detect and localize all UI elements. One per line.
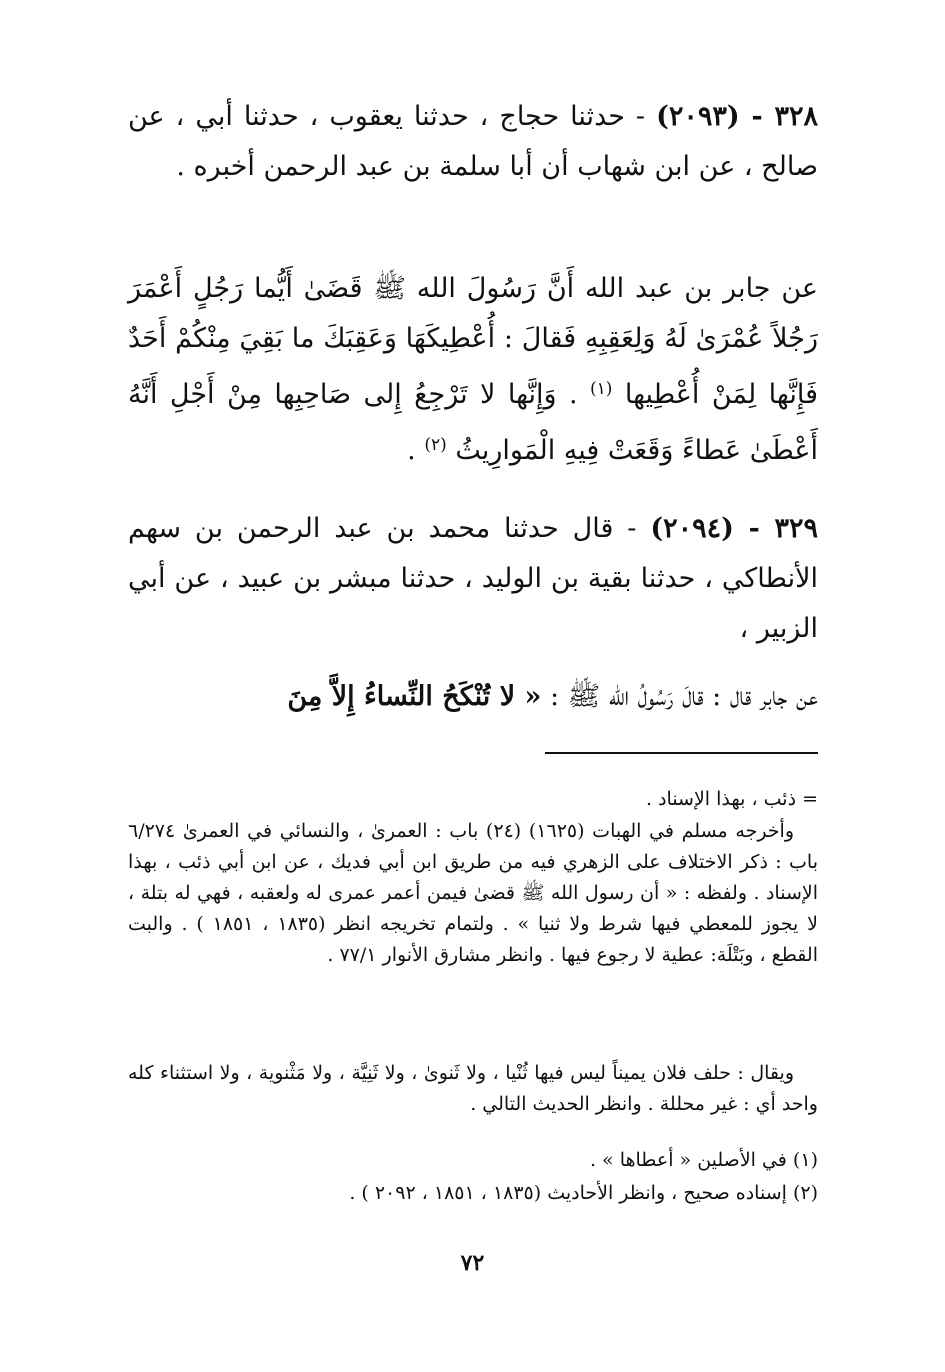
- hadith-328-matn-end: .: [407, 435, 416, 466]
- hadith-328-matn-start: عن جابر بن عبد الله أَنَّ رَسُولَ الله ﷺ قَضَىٰ أَيُّما رَجُلٍ أَعْمَرَ رَجُلاً عُمْرَىٰ لَهُ وَلِعَقِبِهِ فَقالَ : أُعْطِيكَهَا وَعَقِبَكَ ما بَقِيَ مِنْكُمْ أَحَدٌ فَإِنَّها لِمَنْ أُعْطِيها: [128, 273, 818, 410]
- footnote-marker-1: (١): [590, 379, 613, 399]
- hadith-329-isnad: - قال حدثنا محمد بن عبد الرحمن بن سهم الأنطاكي ، حدثنا بقية بن الوليد ، حدثنا مبشر بن عبيد ، عن أبي الزبير ،: [128, 513, 818, 644]
- hadith-329-chain: [128, 504, 818, 654]
- note-lexical: ويقال : حلف فلان يميناً ليس فيها ثُنْيا ، ولا ثَنوىٰ ، ولا ثَنِيَّة ، ولا مَثْنوية ، ولا استثناء كله واحد أي : غير محللة . وانظر الحديث التالي .: [128, 1062, 818, 1115]
- hadith-329-text: [128, 672, 818, 722]
- hadith-328-chain: [128, 92, 818, 192]
- footnote-divider: [545, 752, 818, 754]
- hadith-328-number: ٣٢٨ - (٢٠٩٣): [656, 101, 819, 132]
- hadith-329-matn-bold: « لا تُنْكَحُ النِّساءُ إِلاَّ مِنَ: [287, 681, 542, 712]
- hadith-328-isnad: - حدثنا حجاج ، حدثنا يعقوب ، حدثنا أبي ، عن صالح ، عن ابن شهاب أن أبا سلمة بن عبد الرحمن أخبره .: [128, 101, 818, 182]
- footnote-marker-2: (٢): [424, 435, 447, 455]
- hadith-328-matn-mid: . وَإِنَّها لا تَرْجِعُ إِلى صَاحِبِها مِنْ أَجْلِ أَنَّهُ أَعْطَىٰ عَطاءً وَقَعَتْ فِيهِ الْمَوارِيثُ: [128, 379, 818, 466]
- hadith-329-number: ٣٢٩ - (٢٠٩٤): [650, 513, 818, 544]
- hadith-328-text: [128, 264, 818, 476]
- note-continuation: = ذئب ، بهذا الإسناد .: [645, 788, 818, 810]
- note-takhrij: وأخرجه مسلم في الهبات (١٦٢٥) (٢٤) باب : العمرىٰ ، والنسائي في العمرىٰ ٦/٢٧٤ باب : ذكر الاختلاف على الزهري فيه من طريق ابن أبي فديك ، عن ابن أبي ذئب ، بهذا الإسناد . ولفظه : « أن رسول الله ﷺ قضىٰ فيمن أعمر عمرى له ولعقبه ، فهي له بتلة ، لا يجوز للمعطي فيها شرط ولا ثنيا » . ولتمام تخريجه انظر (١٨٣٥ ، ١٨٥١ ) . والبت القطع ، وبَتْلَة: عطية لا رجوع فيها . وانظر مشارق الأنوار ٧٧/١ .: [128, 820, 818, 966]
- footnote-1: (١) في الأصلين « أعطاها » .: [589, 1149, 818, 1171]
- footnote-2: (٢) إسناده صحيح ، وانظر الأحاديث (١٨٣٥ ، ١٨٥١ ، ٢٠٩٢ ) .: [349, 1182, 818, 1204]
- hadith-329-matn-start: عن جابر قال : قالَ رَسُولُ الله ﷺ :: [549, 681, 818, 712]
- page-number: ٧٢: [460, 1250, 485, 1276]
